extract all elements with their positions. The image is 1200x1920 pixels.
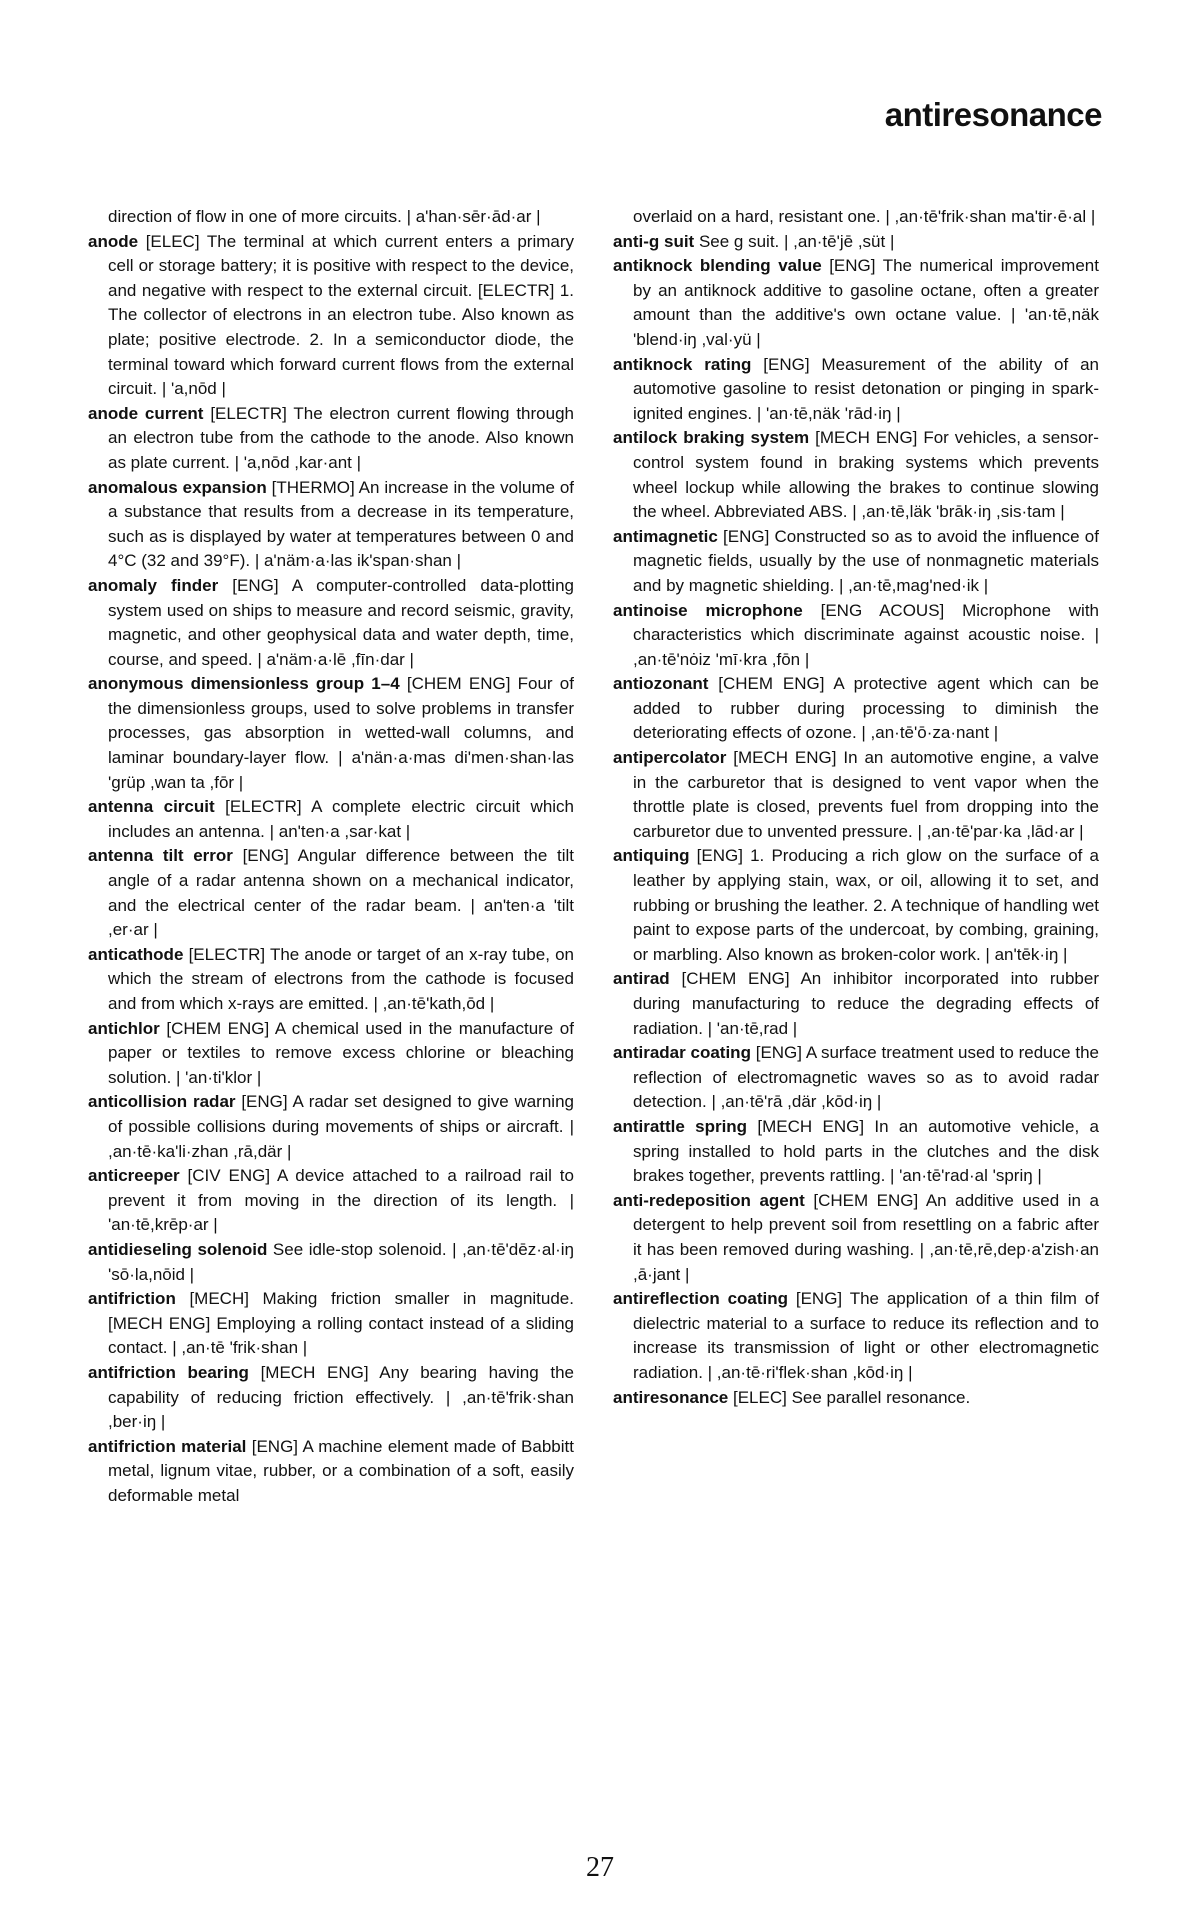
entry-headword: antiozonant [613,674,709,694]
entry-headword: antifriction [88,1289,176,1309]
entry-definition: [CHEM ENG] A chemical used in the manufacture of paper or textiles to remove excess chlorine or bleaching solution. | 'an·ti'klor | [108,1018,574,1087]
dictionary-entry [613,230,1099,255]
entry-definition: [ENG] Measurement of the ability of an automotive gasoline to resist detonation or pinging in spark-ignited engines. | 'an·tē,näk 'rād·iŋ | [633,354,1099,423]
entry-headword: antinoise microphone [613,600,803,620]
entry-headword: antidieseling solenoid [88,1239,268,1259]
entry-headword: anomaly finder [88,575,219,595]
dictionary-entry [613,746,1099,844]
dictionary-entry [613,426,1099,524]
entry-definition: [MECH ENG] In an automotive vehicle, a spring installed to hold parts in the clutches and the disk brakes together, prevents rattling. | 'an·tē'rad·al 'spriŋ | [633,1116,1099,1186]
dictionary-entry [613,353,1099,427]
entry-definition: [CHEM ENG] A protective agent which can be added to rubber during processing to diminish the deteriorating effects of ozone. | ,an·tē'ō·za·nant | [633,674,1100,743]
running-head: antiresonance [884,96,1102,133]
dictionary-entry [88,844,574,942]
dictionary-entry [613,599,1099,673]
entry-headword: antenna tilt error [88,846,233,866]
entry-headword: antipercolator [613,748,727,768]
entry-headword: anode [88,231,139,251]
dictionary-entry [88,943,574,1017]
entry-definition: [ENG] A computer-controlled data-plotting system used on ships to measure and record seismic, gravity, magnetic, and other geophysical data and water depth, time, course, and speed. | a'näm·a·lē ,fīn·dar | [108,575,574,669]
entry-headword: anomalous expansion [88,477,267,497]
entry-definition: [ENG] The numerical improvement by an antiknock additive to gasoline octane, often a greater amount than the additive's own octane value. | 'an·tē,näk 'blend·iŋ ,val·yü | [633,256,1099,349]
entry-headword: antireflection coating [613,1289,789,1309]
entry-definition: [CIV ENG] A device attached to a railroad rail to prevent it from moving in the direction of its length. | 'an·tē,krēp·ar | [108,1166,574,1235]
entry-definition: [ENG] Constructed so as to avoid the influence of magnetic fields, usually by the use of nonmagnetic materials and by magnetic shielding. | ,an·tē,mag'ned·ik | [633,526,1099,595]
entry-headword: antirad [613,969,670,989]
entry-definition: [ENG] A radar set designed to give warning of possible collisions during movements of ships or aircraft. | ,an·tē·ka'li·zhan ,rā,där | [108,1092,574,1161]
entry-definition: [ELECTR] The electron current flowing through an electron tube from the cathode to the anode. Also known as plate current. | 'a,nōd ,kar·ant | [108,403,574,472]
dictionary-entry [613,1115,1099,1189]
entry-headword: antiradar coating [613,1043,751,1063]
entry-headword: anti-redeposition agent [613,1190,805,1210]
dictionary-entry [613,205,1099,230]
entry-headword: antenna circuit [88,797,215,817]
dictionary-entry [613,525,1099,599]
entry-definition: [ELEC] See parallel resonance. [733,1387,971,1407]
entry-definition: [CHEM ENG] Four of the dimensionless groups, used to solve problems in transfer processes, gas absorption in wetted-wall columns, and laminar boundary-layer flow. | a'nän·a·mas di'men·shan·las 'grüp ,wan ta ,fōr | [108,674,574,792]
dictionary-entry [613,844,1099,967]
entry-headword: antilock braking system [613,428,810,448]
entry-definition: [MECH ENG] In an automotive engine, a valve in the carburetor that is designed to vent vapor when the throttle plate is closed, prevents fuel from dropping into the carburetor due to unvented pressure. | ,an·tē'par·ka ,lād·ar | [633,748,1099,841]
entry-definition: [ENG ACOUS] Microphone with characteristics which discriminate against acoustic noise. | ,an·tē'nȯiz 'mī·kra ,fōn | [633,600,1099,669]
entry-headword: antiknock blending value [613,256,822,276]
entry-headword: antiresonance [613,1387,729,1407]
entry-headword: anticreeper [88,1166,180,1186]
entry-definition: [THERMO] An increase in the volume of a substance that results from a decrease in its temperature, such as is displayed by water at temperatures between 0 and 4°C (32 and 39°F). | a'näm·a·las ik'span·shan | [108,477,574,571]
dictionary-entry [88,1090,574,1164]
entry-definition: overlaid on a hard, resistant one. | ,an·tē'frik·shan ma'tir·ē·al | [633,207,1096,226]
entry-headword: antiknock rating [613,354,752,374]
dictionary-entry [88,205,574,230]
entry-definition: [ELECTR] The anode or target of an x-ray tube, on which the stream of electrons from the cathode is focused and from which x-rays are emitted. | ,an·tē'kath,ōd | [108,944,574,1013]
entry-headword: antiquing [613,846,690,866]
entry-headword: anonymous dimensionless group 1–4 [88,674,400,694]
dictionary-entry [88,1287,574,1361]
dictionary-entry [88,1435,574,1509]
entry-definition: [CHEM ENG] An additive used in a detergent to help prevent soil from resettling on a fabric after it has been removed during washing. | ,an·tē,rē,dep·a'zish·an ,ā·jant | [633,1190,1099,1284]
dictionary-entry [88,574,574,672]
page-number: 27 [586,1852,614,1883]
entry-definition: [ELECTR] A complete electric circuit which includes an antenna. | an'ten·a ,sar·kat | [108,797,575,841]
entry-definition: See idle-stop solenoid. | ,an·tē'dēz·al·iŋ 'sō·la,nōid | [108,1239,574,1284]
entry-definition: [CHEM ENG] An inhibitor incorporated into rubber during manufacturing to reduce the degrading effects of radiation. | 'an·tē,rad | [633,969,1099,1038]
dictionary-entry [88,1017,574,1091]
entry-headword: antifriction material [88,1436,247,1456]
entry-headword: antifriction bearing [88,1362,249,1382]
dictionary-entry [613,1189,1099,1287]
dictionary-entry [613,967,1099,1041]
dictionary-entry [613,1287,1099,1385]
entry-definition: [ENG] 1. Producing a rich glow on the surface of a leather by applying stain, wax, or oil, allowing it to set, and rubbing or brushing the leather. 2. A technique of handling wet paint to expose parts of the undercoat, by combing, graining, or marbling. Also known as broken-color work. | an'tēk·iŋ | [633,846,1099,964]
entry-headword: anticathode [88,944,184,964]
dictionary-entry [613,672,1099,746]
entry-definition: [ENG] The application of a thin film of dielectric material to a surface to reduce its reflection and to increase its transmission of light or other electromagnetic radiation. | ,an·tē·ri'flek·shan ,kōd·iŋ | [633,1289,1099,1382]
entry-headword: anode current [88,403,204,423]
dictionary-entry [88,795,574,844]
dictionary-entry [88,1238,574,1287]
entry-definition: [MECH ENG] Any bearing having the capability of reducing friction effectively. | ,an·tē'frik·shan ,ber·iŋ | [108,1362,574,1432]
entry-definition: [MECH ENG] For vehicles, a sensor-control system found in braking systems which prevents wheel lockup while allowing the brakes to continue slowing the wheel. Abbreviated ABS. | ,an·tē,läk 'brāk·iŋ ,sis·tam | [633,428,1099,522]
dictionary-entry [613,1386,1099,1411]
dictionary-entry [88,672,574,795]
entry-headword: antirattle spring [613,1116,748,1136]
entry-definition: [ENG] Angular difference between the tilt angle of a radar antenna shown on a mechanical indicator, and the electrical center of the radar beam. | an'ten·a 'tilt ,er·ar | [108,846,574,940]
entry-definition: [MECH] Making friction smaller in magnitude. [MECH ENG] Employing a rolling contact instead of a sliding contact. | ,an·tē 'frik·shan | [108,1289,574,1358]
dictionary-entry [88,402,574,476]
entry-headword: antimagnetic [613,526,718,546]
dictionary-entry [613,1041,1099,1115]
entry-definition: See g suit. | ,an·tē'jē ,süt | [698,231,895,251]
left-column [88,205,574,1508]
dictionary-entry [613,254,1099,352]
dictionary-entry [88,1361,574,1435]
entry-definition: [ENG] A surface treatment used to reduce the reflection of electromagnetic waves so as to avoid radar detection. | ,an·tē'rā ,där ,kōd·iŋ | [633,1043,1099,1112]
dictionary-entry [88,1164,574,1238]
dictionary-entry [88,476,574,574]
entry-headword: antichlor [88,1018,160,1038]
dictionary-entry [88,230,574,402]
entry-definition: direction of flow in one of more circuits. | a'han·sēr·ād·ar | [108,207,541,226]
entry-headword: anticollision radar [88,1092,236,1112]
entry-definition: [ENG] A machine element made of Babbitt metal, lignum vitae, rubber, or a combination of a soft, easily deformable metal [108,1436,574,1505]
entry-headword: anti-g suit [613,231,695,251]
right-column [613,205,1099,1410]
entry-definition: [ELEC] The terminal at which current enters a primary cell or storage battery; it is positive with respect to the device, and negative with respect to the external circuit. [ELECTR] 1. The collector of electrons in an electron tube. Also known as plate; positive electrode. 2. In a semiconductor diode, the terminal toward which forward current flows from the external circuit. | 'a,nōd | [108,231,574,399]
